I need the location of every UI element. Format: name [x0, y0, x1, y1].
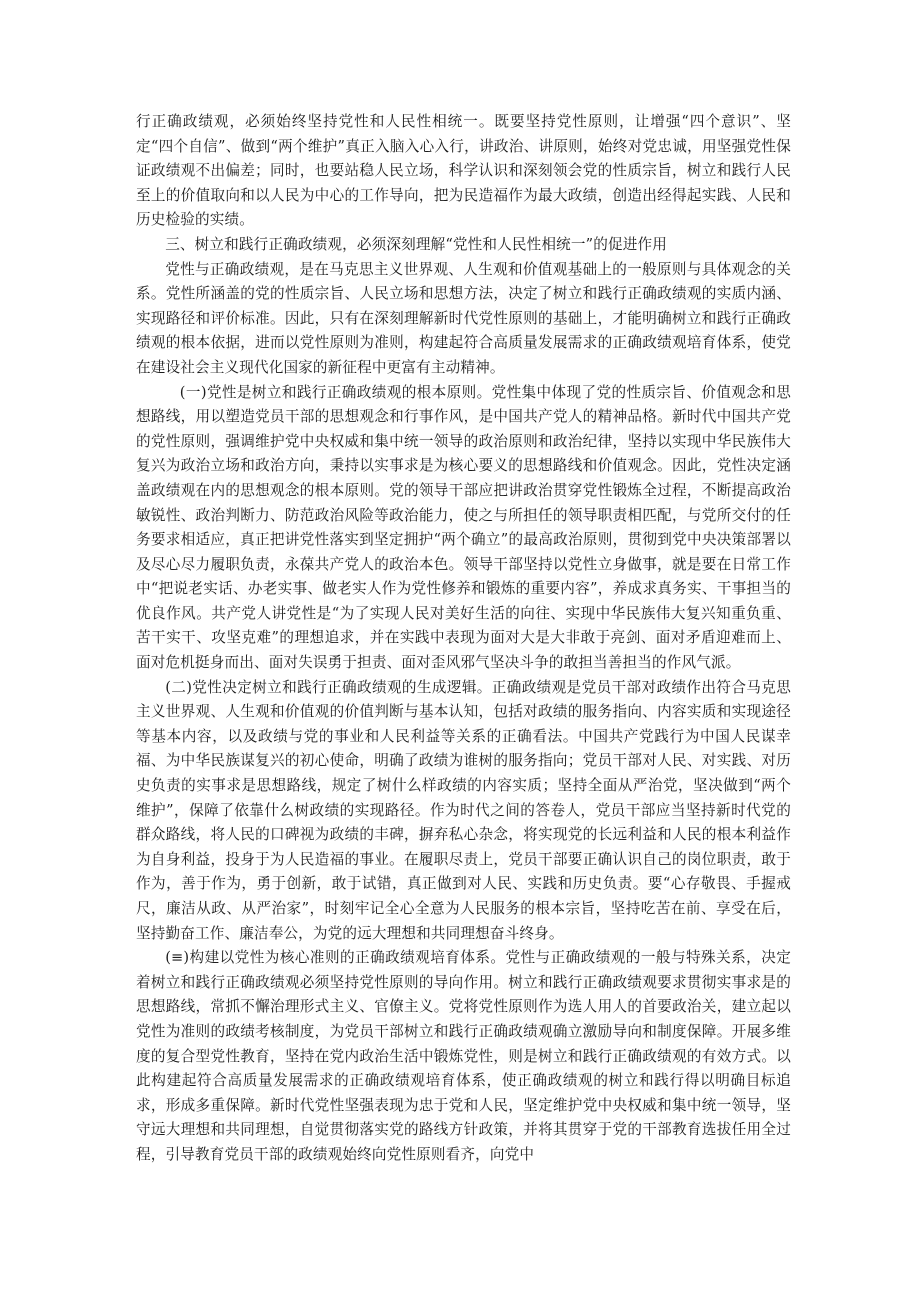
- document-body: [136, 110, 791, 1168]
- section-heading-three: 三、树立和践行正确政绩观，必须深刻理解“党性和人民性相统一”的促进作用: [165, 235, 667, 253]
- paragraph-subsection-one: (一)党性是树立和践行正确政绩观的根本原则。党性集中体现了党的性质宗旨、价值观念和思想路线，用以塑造党员干部的思想观念和行事作风，是中国共产党人的精神品格。新时代中国共产党的党性原则，强调维护党中央权威和集中统一领导的政治原则和政治纪律，坚持以实现中华民族伟大复兴为政治立场和政治方向，秉持以实事求是为核心要义的思想路线和价值观念。因此，党性决定涵盖政绩观在内的思想观念的根本原则。党的领导干部应把讲政治贯穿党性锻炼全过程，不断提高政治敏锐性、政治判断力、防范政治风险等政治能力，使之与所担任的领导职责相匹配，与党所交付的任务要求相适应，真正把讲党性落实到坚定拥护“两个确立”的最高政治原则，贯彻到党中央决策部署以及尽心尽力履职负责，永葆共产党人的政治本色。领导干部坚持以党性立身做事，就是要在日常工作中“把说老实话、办老实事、做老实人作为党性修养和锻炼的重要内容”，养成求真务实、干事担当的优良作风。共产党人讲党性是“为了实现人民对美好生活的向往、实现中华民族伟大复兴知重负重、苦干实干、攻坚克难”的理想追求，并在实践中表现为面对大是大非敢于亮剑、面对矛盾迎难而上、面对危机挺身而出、面对失误勇于担责、面对歪风邪气坚决斗争的敢担当善担当的作风气派。: [136, 383, 791, 672]
- paragraph-subsection-two: (二)党性决定树立和践行正确政绩观的生成逻辑。正确政绩观是党员干部对政绩作出符合马克思主义世界观、人生观和价值观的价值判断与基本认知，包括对政绩的服务指向、内容实质和实现途径等基本内容，以及政绩与党的事业和人民利益等关系的正确看法。中国共产党践行为中国人民谋幸福、为中华民族谋复兴的初心使命，明确了政绩为谁树的服务指向；党员干部对人民、对实践、对历史负责的实事求是思想路线，规定了树什么样政绩的内容实质；坚持全面从严治党，坚决做到“两个维护”，保障了依靠什么树政绩的实现路径。作为时代之间的答卷人，党员干部应当坚持新时代党的群众路线，将人民的口碑视为政绩的丰碑，摒弃私心杂念，将实现党的长远利益和人民的根本利益作为自身利益，投身于为人民造福的事业。在履职尽责上，党员干部要正确认识自己的岗位职责，敢于作为，善于作为，勇于创新，敢于试错，真正做到对人民、实践和历史负责。要“心存敬畏、手握戒尺，廉洁从政、从严治家”，时刻牢记全心全意为人民服务的根本宗旨，坚持吃苦在前、享受在后，坚持勤奋工作、廉洁奉公，为党的远大理想和共同理想奋斗终身。: [136, 678, 791, 942]
- paragraph-intro: 党性与正确政绩观，是在马克思主义世界观、人生观和价值观基础上的一般原则与具体观念的关系。党性所涵盖的党的性质宗旨、人民立场和思想方法，决定了树立和践行正确政绩观的实质内涵、实现路径和评价标准。因此，只有在深刻理解新时代党性原则的基础上，才能明确树立和践行正确政绩观的根本依据，进而以党性原则为准则，构建起符合高质量发展需求的正确政绩观培育体系，使党在建设社会主义现代化国家的新征程中更富有主动精神。: [136, 260, 791, 376]
- paragraph-continuation: 行正确政绩观，必须始终坚持党性和人民性相统一。既要坚持党性原则，让增强“四个意识”、坚定“四个自信”、做到“两个维护”真正入脑入心入行，讲政治、讲原则，始终对党忠诚，用坚强党性保证政绩观不出偏差；同时，也要站稳人民立场，科学认识和深刻领会党的性质宗旨，树立和践行人民至上的价值取向和以人民为中心的工作导向，把为民造福作为最大政绩，创造出经得起实践、人民和历史检验的实绩。: [136, 113, 791, 229]
- paragraph-subsection-three: (≡)构建以党性为核心准则的正确政绩观培育体系。党性与正确政绩观的一般与特殊关系，决定着树立和践行正确政绩观必须坚持党性原则的导向作用。树立和践行正确政绩观要求贯彻实事求是的思想路线，常抓不懈治理形式主义、官僚主义。党将党性原则作为选人用人的首要政治关，建立起以党性为准则的政绩考核制度，为党员干部树立和践行正确政绩观确立激励导向和制度保障。开展多维度的复合型党性教育，坚持在党内政治生活中锻炼党性，则是树立和践行正确政绩观的有效方式。以此构建起符合高质量发展需求的正确政绩观培育体系，使正确政绩观的树立和践行得以明确目标追求，形成多重保障。新时代党性坚强表现为忠于党和人民，坚定维护党中央权威和集中统一领导，坚守远大理想和共同理想，自觉贯彻落实党的路线方针政策，并将其贯穿于党的干部教育选拔任用全过程，引导教育党员干部的政绩观始终向党性原则看齐，向党中: [136, 949, 791, 1163]
